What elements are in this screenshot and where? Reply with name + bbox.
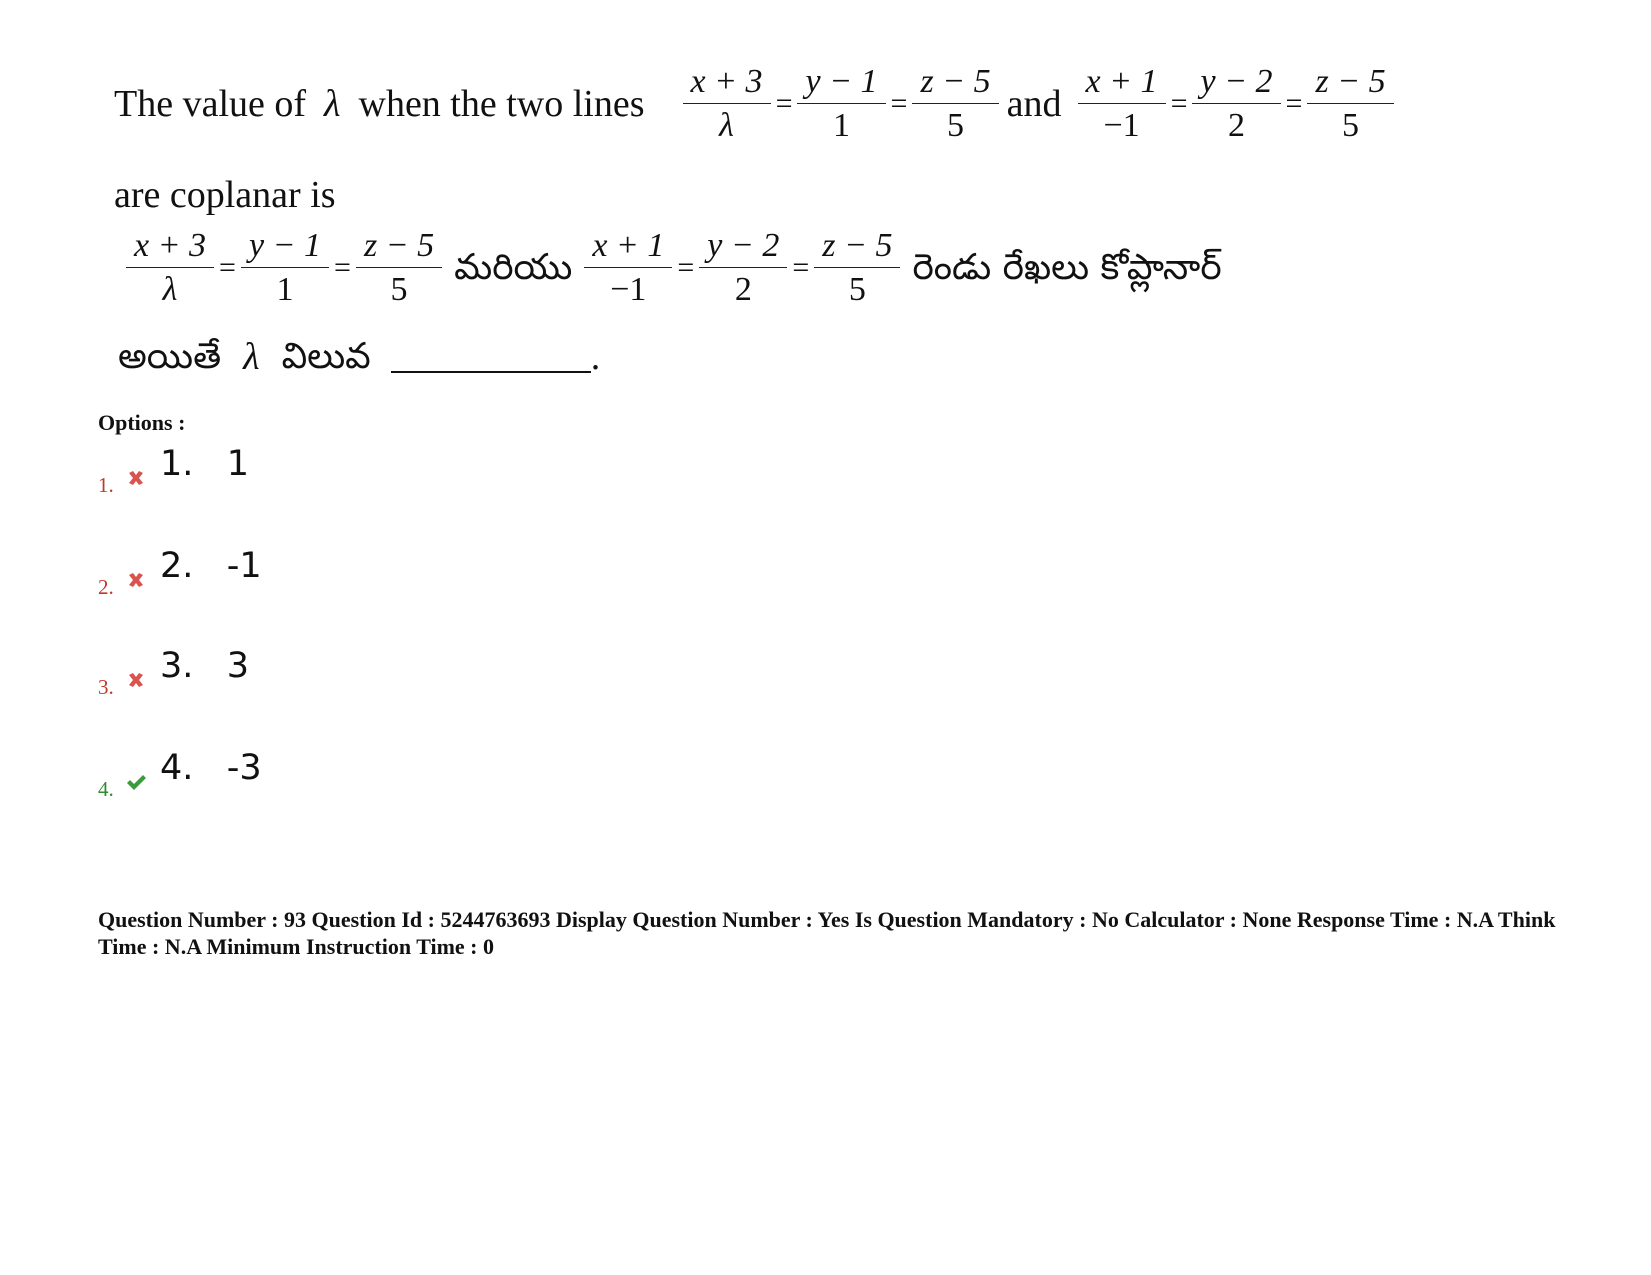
te-line1-fraction-x: $\frac{x + 3}{\lambda}$ xyxy=(126,228,214,307)
line2-fraction-y: $\frac{y - 2}{2}$ xyxy=(1192,64,1280,143)
lambda-symbol: λ xyxy=(324,82,341,125)
line1-fraction-x: $\frac{x + 3}{\lambda}$ xyxy=(683,64,771,143)
option-number: 4. xyxy=(98,777,114,801)
equals-sign: = xyxy=(1285,86,1303,120)
answer-blank xyxy=(391,341,591,373)
te-line2-fraction-x: $\frac{x + 1}{-1}$ xyxy=(584,228,672,307)
telugu-text-mid: రెండు రేఖలు కోప్లానార్ xyxy=(912,246,1222,288)
equals-sign: = xyxy=(334,250,351,284)
option-3[interactable] xyxy=(98,646,250,700)
equals-sign: = xyxy=(775,86,793,120)
telugu-text-and: మరియు xyxy=(454,246,573,288)
option-number: 3. xyxy=(98,675,114,699)
line1-fraction-z: $\frac{z - 5}{5}$ xyxy=(912,64,998,143)
options-label: Options : xyxy=(98,410,186,435)
te-line1-fraction-y: $\frac{y - 1}{1}$ xyxy=(241,228,329,307)
equals-sign: = xyxy=(890,86,908,120)
question-text-mid: when the two lines xyxy=(358,82,645,125)
line1-fraction-y: $\frac{y - 1}{1}$ xyxy=(797,64,885,143)
option-4[interactable] xyxy=(98,748,262,802)
option-1[interactable] xyxy=(98,444,250,498)
option-text: 2. -1 xyxy=(160,546,262,586)
question-metadata: Question Number : 93 Question Id : 5244763693 Display Question Number : Yes Is Question Mandatory : No Calculator : None Response Time : N.A Think Time : N.A Minimum Instruction Time : 0 xyxy=(98,907,1556,959)
question-line-4 xyxy=(110,338,600,376)
lambda-symbol: λ xyxy=(243,336,260,378)
equals-sign: = xyxy=(219,250,236,284)
option-text: 1. 1 xyxy=(160,444,250,484)
period: . xyxy=(590,336,601,378)
option-text: 4. -3 xyxy=(160,748,262,788)
option-2[interactable] xyxy=(98,546,262,600)
equals-sign: = xyxy=(1170,86,1188,120)
telugu-text-prefix: అయితే xyxy=(118,336,222,377)
question-line-2 xyxy=(110,176,340,214)
question-text-and: and xyxy=(1006,82,1062,125)
cross-icon xyxy=(124,466,148,490)
equals-sign: = xyxy=(792,250,810,284)
te-line2-fraction-y: $\frac{y - 2}{2}$ xyxy=(699,228,787,307)
option-text: 3. 3 xyxy=(160,646,250,686)
line2-fraction-x: $\frac{x + 1}{-1}$ xyxy=(1078,64,1166,143)
question-text-prefix: The value of xyxy=(114,82,307,125)
line2-fraction-z: $\frac{z - 5}{5}$ xyxy=(1307,64,1393,143)
telugu-text-suffix: విలువ xyxy=(281,336,371,377)
te-line2-fraction-z: $\frac{z - 5}{5}$ xyxy=(814,228,900,307)
cross-icon xyxy=(124,668,148,692)
check-icon xyxy=(124,770,148,794)
question-line-1 xyxy=(110,64,1398,143)
te-line1-fraction-z: $\frac{z - 5}{5}$ xyxy=(356,228,442,307)
option-number: 1. xyxy=(98,473,114,497)
cross-icon xyxy=(124,568,148,592)
option-number: 2. xyxy=(98,575,114,599)
question-text-suffix: are coplanar is xyxy=(114,174,336,216)
question-line-3 xyxy=(122,228,1230,307)
equals-sign: = xyxy=(677,250,695,284)
